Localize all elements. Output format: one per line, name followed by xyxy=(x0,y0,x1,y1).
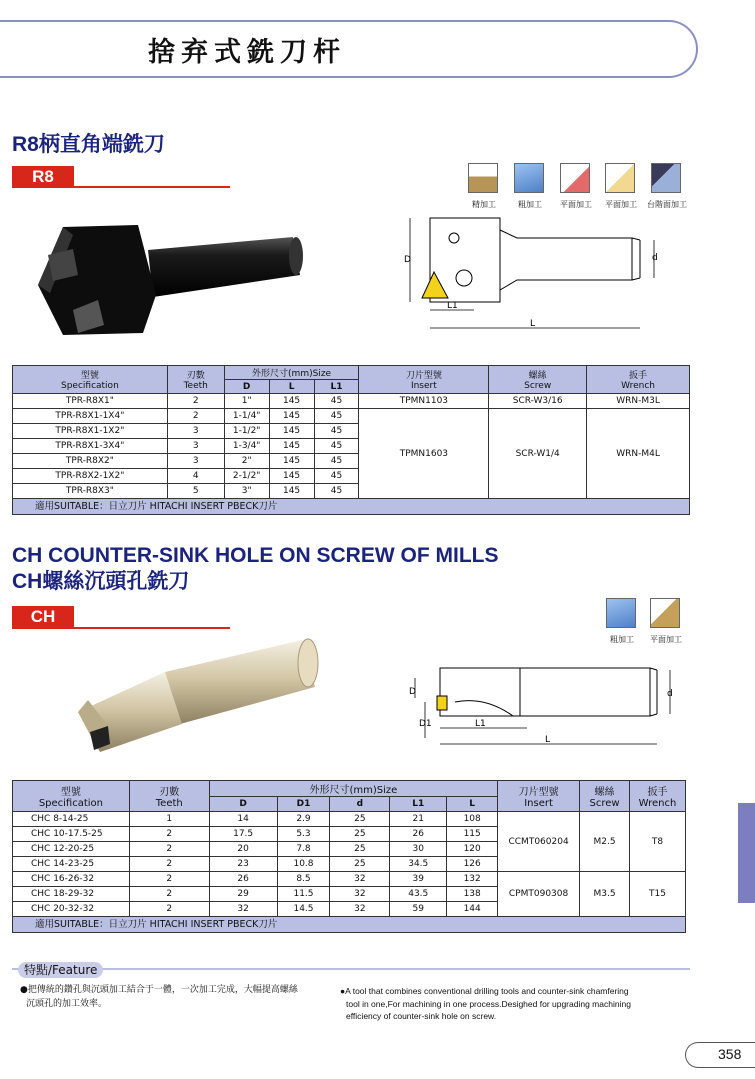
cell-screw: M2.5 xyxy=(580,812,630,872)
cell-spec: CHC 8-14-25 xyxy=(13,812,130,827)
cell-wrench: WRN-M3L xyxy=(587,394,690,409)
cell-spec: CHC 16-26-32 xyxy=(13,872,130,887)
cell-d: 25 xyxy=(330,842,390,857)
feature-text-cn xyxy=(20,983,335,1011)
cell-d: 25 xyxy=(330,827,390,842)
page-number: 358 xyxy=(718,1046,742,1062)
cell-d: 25 xyxy=(330,857,390,872)
dim-D-label: D xyxy=(404,255,411,265)
cell-spec: TPR-R8X1-1X2" xyxy=(13,424,168,439)
dim-L-label: L xyxy=(545,735,551,745)
col-teeth: 刃數 Teeth xyxy=(167,366,224,394)
cell-insert: CCMT060204 xyxy=(498,812,580,872)
dim-d-label: d xyxy=(667,689,673,699)
cell-l1: 45 xyxy=(314,484,359,499)
cell-d: 32 xyxy=(330,872,390,887)
r8-technical-drawing xyxy=(392,210,667,340)
feature-badge: 特點/Feature xyxy=(18,962,103,978)
table-row xyxy=(13,394,690,409)
cell-teeth: 2 xyxy=(129,842,209,857)
face-milling-icon xyxy=(560,163,590,193)
cell-l: 145 xyxy=(269,394,314,409)
cell-l1: 30 xyxy=(390,842,447,857)
cell-insert: TPMN1103 xyxy=(359,394,489,409)
cell-teeth: 2 xyxy=(167,409,224,424)
cell-teeth: 4 xyxy=(167,469,224,484)
dim-D-label: D xyxy=(409,687,416,697)
cell-l: 108 xyxy=(447,812,498,827)
cell-l: 115 xyxy=(447,827,498,842)
col-d: d xyxy=(330,797,390,812)
cell-d1: 10.8 xyxy=(277,857,330,872)
cell-l: 145 xyxy=(269,409,314,424)
cell-l: 126 xyxy=(447,857,498,872)
col-wrench: 扳手 Wrench xyxy=(629,781,685,812)
cell-spec: CHC 14-23-25 xyxy=(13,857,130,872)
cell-l: 145 xyxy=(269,439,314,454)
feature-cn-line-1: ●把傳統的鑽孔與沉頭加工結合于一體，一次加工完成，大幅提高螺絲 xyxy=(20,985,298,995)
cell-l: 145 xyxy=(269,484,314,499)
feature-en-line-2: tool in one,For machining in one process.Desighed for upgrading machining xyxy=(346,998,631,1009)
face-milling-2-icon xyxy=(605,163,635,193)
cell-d: 1-3/4" xyxy=(224,439,269,454)
col-size: 外形尺寸(mm)Size xyxy=(209,781,497,797)
cell-teeth: 2 xyxy=(129,827,209,842)
cell-wrench: T15 xyxy=(629,872,685,917)
cell-teeth: 3 xyxy=(167,454,224,469)
cell-d: 2-1/2" xyxy=(224,469,269,484)
cell-spec: TPR-R8X2" xyxy=(13,454,168,469)
col-insert: 刀片型號 Insert xyxy=(359,366,489,394)
col-L: L xyxy=(269,380,314,394)
cell-l1: 45 xyxy=(314,424,359,439)
cell-l: 144 xyxy=(447,902,498,917)
cell-teeth: 3 xyxy=(167,424,224,439)
op-label-face-2: 平面加工 xyxy=(605,200,637,209)
cell-d: 17.5 xyxy=(209,827,277,842)
cell-l: 138 xyxy=(447,887,498,902)
cell-spec: CHC 20-32-32 xyxy=(13,902,130,917)
cell-d: 14 xyxy=(209,812,277,827)
feature-text-en xyxy=(340,985,685,1023)
cell-spec: TPR-R8X1-3X4" xyxy=(13,439,168,454)
cell-spec: TPR-R8X2-1X2" xyxy=(13,469,168,484)
col-L1: L1 xyxy=(390,797,447,812)
cell-l1: 45 xyxy=(314,439,359,454)
dim-D1-label: D1 xyxy=(419,719,432,729)
cell-l1: 59 xyxy=(390,902,447,917)
cell-l1: 45 xyxy=(314,469,359,484)
cell-l: 120 xyxy=(447,842,498,857)
cell-insert: CPMT090308 xyxy=(498,872,580,917)
op-label-finishing: 精加工 xyxy=(472,200,496,209)
cell-d: 1-1/2" xyxy=(224,424,269,439)
col-teeth: 刃數 Teeth xyxy=(129,781,209,812)
table-row xyxy=(13,872,686,887)
cell-d: 32 xyxy=(209,902,277,917)
feature-divider xyxy=(12,968,690,970)
col-size: 外形尺寸(mm)Size xyxy=(224,366,359,380)
cell-d1: 11.5 xyxy=(277,887,330,902)
feature-cn-line-2: 沉頭孔的加工效率。 xyxy=(26,999,108,1009)
cell-d: 23 xyxy=(209,857,277,872)
cell-spec: CHC 10-17.5-25 xyxy=(13,827,130,842)
cell-l: 145 xyxy=(269,424,314,439)
table-row xyxy=(13,409,690,424)
cell-d: 25 xyxy=(330,812,390,827)
r8-spec-table xyxy=(12,365,690,515)
cell-d: 29 xyxy=(209,887,277,902)
side-section-tab xyxy=(738,803,755,903)
cell-teeth: 2 xyxy=(129,872,209,887)
cell-l1: 43.5 xyxy=(390,887,447,902)
roughing-icon xyxy=(514,163,544,193)
cell-teeth: 2 xyxy=(129,902,209,917)
cell-d1: 7.8 xyxy=(277,842,330,857)
cell-d: 32 xyxy=(330,902,390,917)
cell-screw: SCR-W3/16 xyxy=(489,394,587,409)
op-label-face: 平面加工 xyxy=(560,200,592,209)
col-spec: 型號 Specification xyxy=(13,781,130,812)
ch-technical-drawing xyxy=(395,658,685,758)
cell-teeth: 5 xyxy=(167,484,224,499)
feature-en-line-1: ●A tool that combines conventional drilling tools and counter-sink chamfering xyxy=(340,986,629,996)
cell-d: 3" xyxy=(224,484,269,499)
cell-d: 32 xyxy=(330,887,390,902)
cell-teeth: 2 xyxy=(129,887,209,902)
cell-teeth: 3 xyxy=(167,439,224,454)
cell-l1: 34.5 xyxy=(390,857,447,872)
cell-d: 2" xyxy=(224,454,269,469)
cell-teeth: 2 xyxy=(167,394,224,409)
ch-suitable-note: 適用SUITABLE：日立刀片 HITACHI INSERT PBECK刀片 xyxy=(13,917,686,933)
cell-spec: CHC 12-20-25 xyxy=(13,842,130,857)
page-title: 捨弃式銑刀杆 xyxy=(148,37,346,68)
op-label-roughing: 粗加工 xyxy=(518,200,542,209)
cell-spec: TPR-R8X3" xyxy=(13,484,168,499)
ch-tag: CH xyxy=(12,606,74,628)
cell-screw: SCR-W1/4 xyxy=(489,409,587,499)
ch-spec-table xyxy=(12,780,686,933)
cell-d1: 5.3 xyxy=(277,827,330,842)
op-label-face: 平面加工 xyxy=(650,635,682,644)
col-D: D xyxy=(209,797,277,812)
cell-l1: 39 xyxy=(390,872,447,887)
cell-teeth: 1 xyxy=(129,812,209,827)
cell-wrench: WRN-M4L xyxy=(587,409,690,499)
ch-tag-rule xyxy=(12,627,230,629)
op-label-roughing: 粗加工 xyxy=(610,635,634,644)
col-D1: D1 xyxy=(277,797,330,812)
ch-operation-icons xyxy=(600,598,695,648)
dim-L-label: L xyxy=(530,319,536,329)
ch-section-title-en: CH COUNTER-SINK HOLE ON SCREW OF MILLS xyxy=(12,544,499,567)
col-D: D xyxy=(224,380,269,394)
cell-l1: 21 xyxy=(390,812,447,827)
col-L: L xyxy=(447,797,498,812)
r8-section-title: R8柄直角端銑刀 xyxy=(12,133,165,156)
cell-screw: M3.5 xyxy=(580,872,630,917)
col-insert: 刀片型號 Insert xyxy=(498,781,580,812)
cell-teeth: 2 xyxy=(129,857,209,872)
col-L1: L1 xyxy=(314,380,359,394)
col-wrench: 扳手 Wrench xyxy=(587,366,690,394)
cell-l1: 45 xyxy=(314,394,359,409)
col-screw: 螺絲 Screw xyxy=(580,781,630,812)
cell-spec: CHC 18-29-32 xyxy=(13,887,130,902)
finishing-icon xyxy=(468,163,498,193)
cell-spec: TPR-R8X1" xyxy=(13,394,168,409)
feature-en-line-3: efficiency of counter-sink hole on screw. xyxy=(346,1011,497,1021)
op-label-shoulder: 台階面加工 xyxy=(647,200,687,209)
cell-spec: TPR-R8X1-1X4" xyxy=(13,409,168,424)
cell-l1: 45 xyxy=(314,409,359,424)
cell-d: 26 xyxy=(209,872,277,887)
cell-l1: 45 xyxy=(314,454,359,469)
cell-d: 20 xyxy=(209,842,277,857)
dim-d-label: d xyxy=(652,253,658,263)
cell-l1: 26 xyxy=(390,827,447,842)
cell-l: 145 xyxy=(269,454,314,469)
r8-mill-photo xyxy=(28,215,313,350)
ch-section-title-cn: CH螺絲沉頭孔銑刀 xyxy=(12,570,190,593)
cell-d: 1" xyxy=(224,394,269,409)
cell-d: 1-1/4" xyxy=(224,409,269,424)
dim-L1-label: L1 xyxy=(447,301,458,311)
table-row xyxy=(13,812,686,827)
face-milling-icon xyxy=(650,598,680,628)
r8-operation-icons xyxy=(462,163,692,213)
r8-tag-rule xyxy=(12,186,230,188)
roughing-icon xyxy=(606,598,636,628)
cell-insert: TPMN1603 xyxy=(359,409,489,499)
col-screw: 螺絲 Screw xyxy=(489,366,587,394)
dim-L1-label: L1 xyxy=(475,719,486,729)
cell-wrench: T8 xyxy=(629,812,685,872)
cell-l: 145 xyxy=(269,469,314,484)
shoulder-milling-icon xyxy=(651,163,681,193)
r8-tag: R8 xyxy=(12,166,74,188)
col-spec: 型號 Specification xyxy=(13,366,168,394)
r8-suitable-note: 適用SUITABLE：日立刀片 HITACHI INSERT PBECK刀片 xyxy=(13,499,690,515)
ch-mill-photo xyxy=(70,632,325,762)
title-banner xyxy=(0,20,698,78)
cell-d1: 14.5 xyxy=(277,902,330,917)
cell-d1: 8.5 xyxy=(277,872,330,887)
cell-l: 132 xyxy=(447,872,498,887)
cell-d1: 2.9 xyxy=(277,812,330,827)
